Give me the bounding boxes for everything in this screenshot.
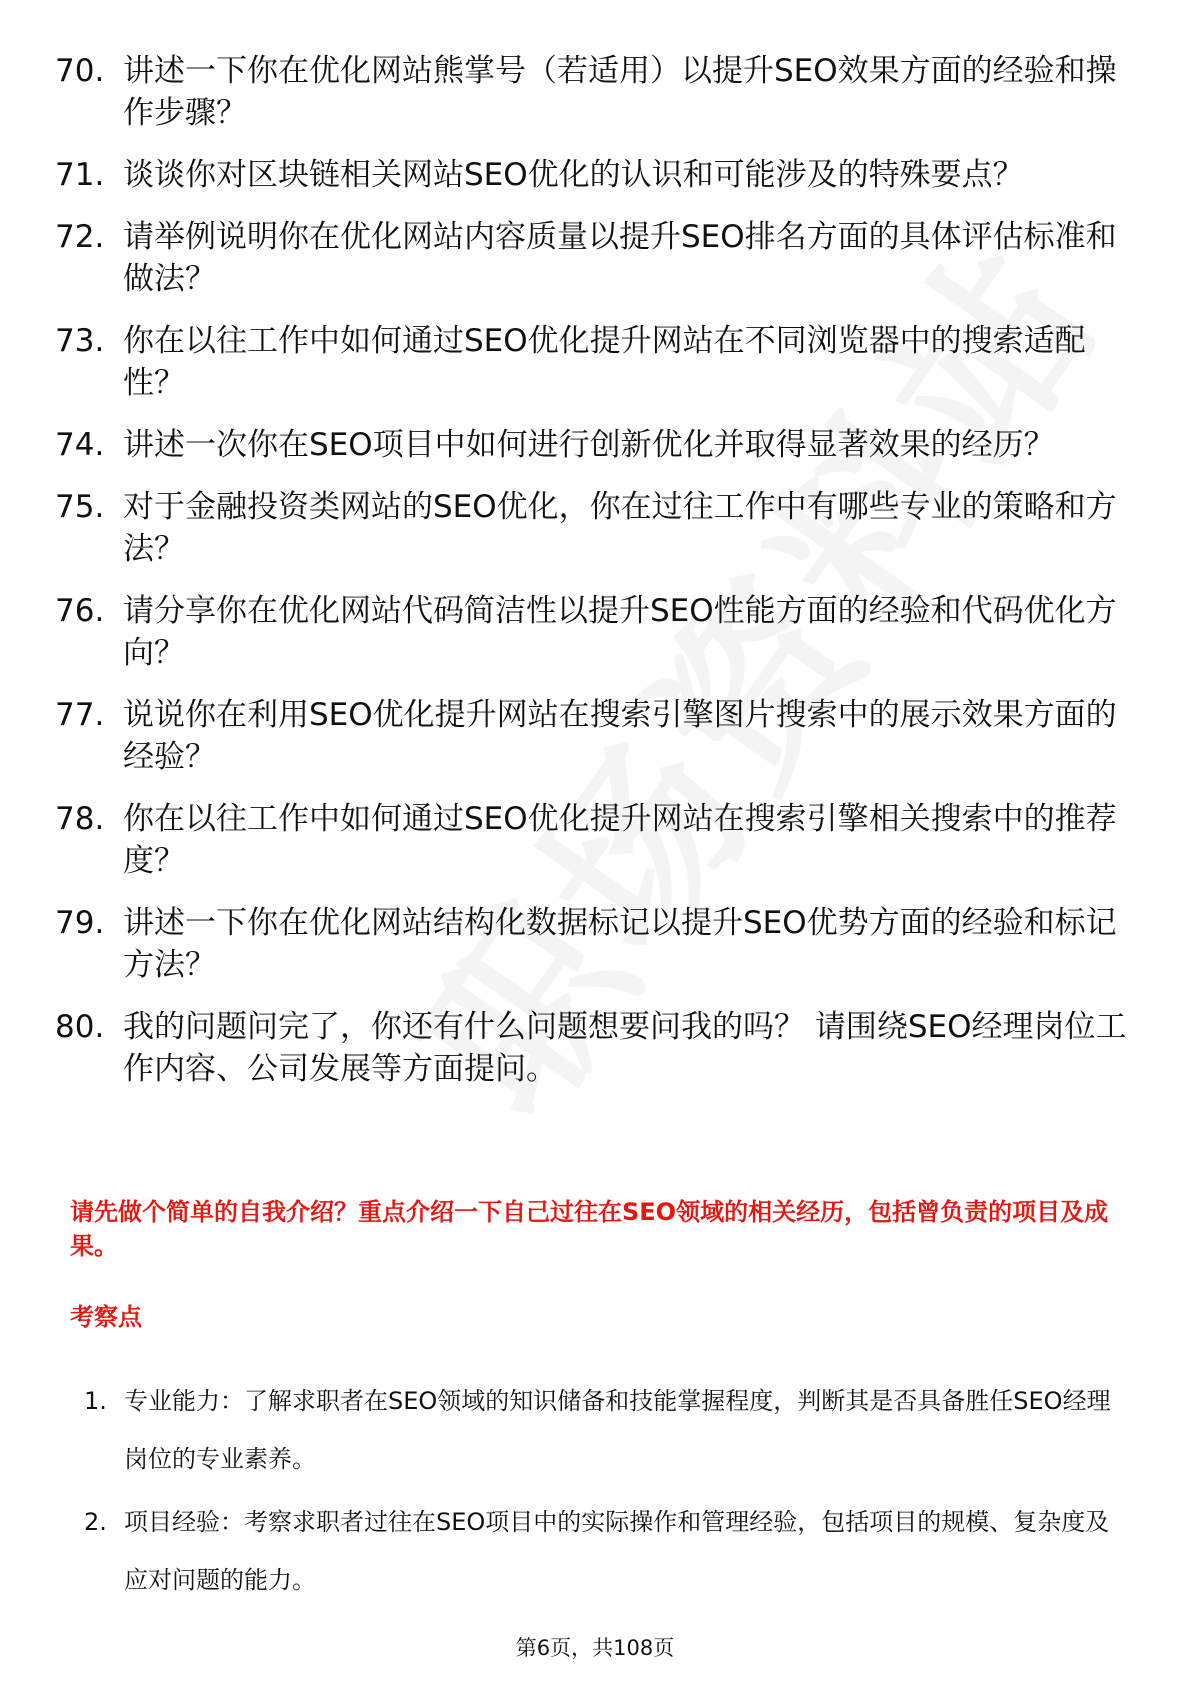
- point-number: 1.: [84, 1387, 107, 1415]
- page-footer: 第6页，共108页: [515, 1636, 675, 1660]
- question-number: 71.: [55, 157, 105, 193]
- question-text: 请分享你在优化网站代码简洁性以提升SEO性能方面的经验和代码优化方向？: [123, 593, 1117, 671]
- point-number: 2.: [84, 1508, 107, 1536]
- question-item: [55, 902, 1135, 986]
- question-number: 80.: [55, 1009, 105, 1045]
- question-item: [55, 694, 1135, 778]
- question-item: [55, 486, 1135, 570]
- question-number: 72.: [55, 219, 105, 255]
- section-title: 考察点: [70, 1303, 142, 1331]
- question-text: 对于金融投资类网站的SEO优化，你在过往工作中有哪些专业的策略和方法？: [123, 489, 1117, 567]
- question-text: 请举例说明你在优化网站内容质量以提升SEO排名方面的具体评估标准和做法？: [123, 219, 1117, 297]
- evaluation-point: [84, 1372, 1124, 1488]
- question-number: 77.: [55, 697, 105, 733]
- question-number: 74.: [55, 427, 105, 463]
- point-text: 专业能力：了解求职者在SEO领域的知识储备和技能掌握程度，判断其是否具备胜任SEO经理岗位的专业素养。: [124, 1387, 1111, 1473]
- question-text: 讲述一下你在优化网站结构化数据标记以提升SEO优势方面的经验和标记方法？: [123, 905, 1117, 983]
- question-text: 讲述一下你在优化网站熊掌号（若适用）以提升SEO效果方面的经验和操作步骤？: [123, 53, 1117, 131]
- evaluation-points: [84, 1372, 1124, 1614]
- question-number: 76.: [55, 593, 105, 629]
- question-item: [55, 424, 1135, 466]
- question-number: 79.: [55, 905, 105, 941]
- question-item: [55, 216, 1135, 300]
- question-item: [55, 590, 1135, 674]
- question-text: 你在以往工作中如何通过SEO优化提升网站在不同浏览器中的搜索适配性？: [123, 323, 1086, 401]
- question-text: 说说你在利用SEO优化提升网站在搜索引擎图片搜索中的展示效果方面的经验？: [123, 697, 1117, 775]
- question-item: [55, 50, 1135, 134]
- question-text: 我的问题问完了，你还有什么问题想要问我的吗？ 请围绕SEO经理岗位工作内容、公司发展等方面提问。: [123, 1009, 1127, 1087]
- intro-question: 请先做个简单的自我介绍？重点介绍一下自己过往在SEO领域的相关经历，包括曾负责的项目及成果。: [70, 1198, 1109, 1260]
- question-number: 73.: [55, 323, 105, 359]
- evaluation-point: [84, 1493, 1124, 1609]
- question-number: 78.: [55, 801, 105, 837]
- question-item: [55, 798, 1135, 882]
- question-item: [55, 320, 1135, 404]
- question-number: 75.: [55, 489, 105, 525]
- question-number: 70.: [55, 53, 105, 89]
- point-text: 项目经验：考察求职者过往在SEO项目中的实际操作和管理经验，包括项目的规模、复杂度及应对问题的能力。: [124, 1508, 1110, 1594]
- question-list: [55, 50, 1135, 1110]
- question-text: 谈谈你对区块链相关网站SEO优化的认识和可能涉及的特殊要点？: [123, 157, 1024, 193]
- question-text: 你在以往工作中如何通过SEO优化提升网站在搜索引擎相关搜索中的推荐度？: [123, 801, 1117, 879]
- question-item: [55, 154, 1135, 196]
- question-text: 讲述一次你在SEO项目中如何进行创新优化并取得显著效果的经历？: [123, 427, 1055, 463]
- question-item: [55, 1006, 1135, 1090]
